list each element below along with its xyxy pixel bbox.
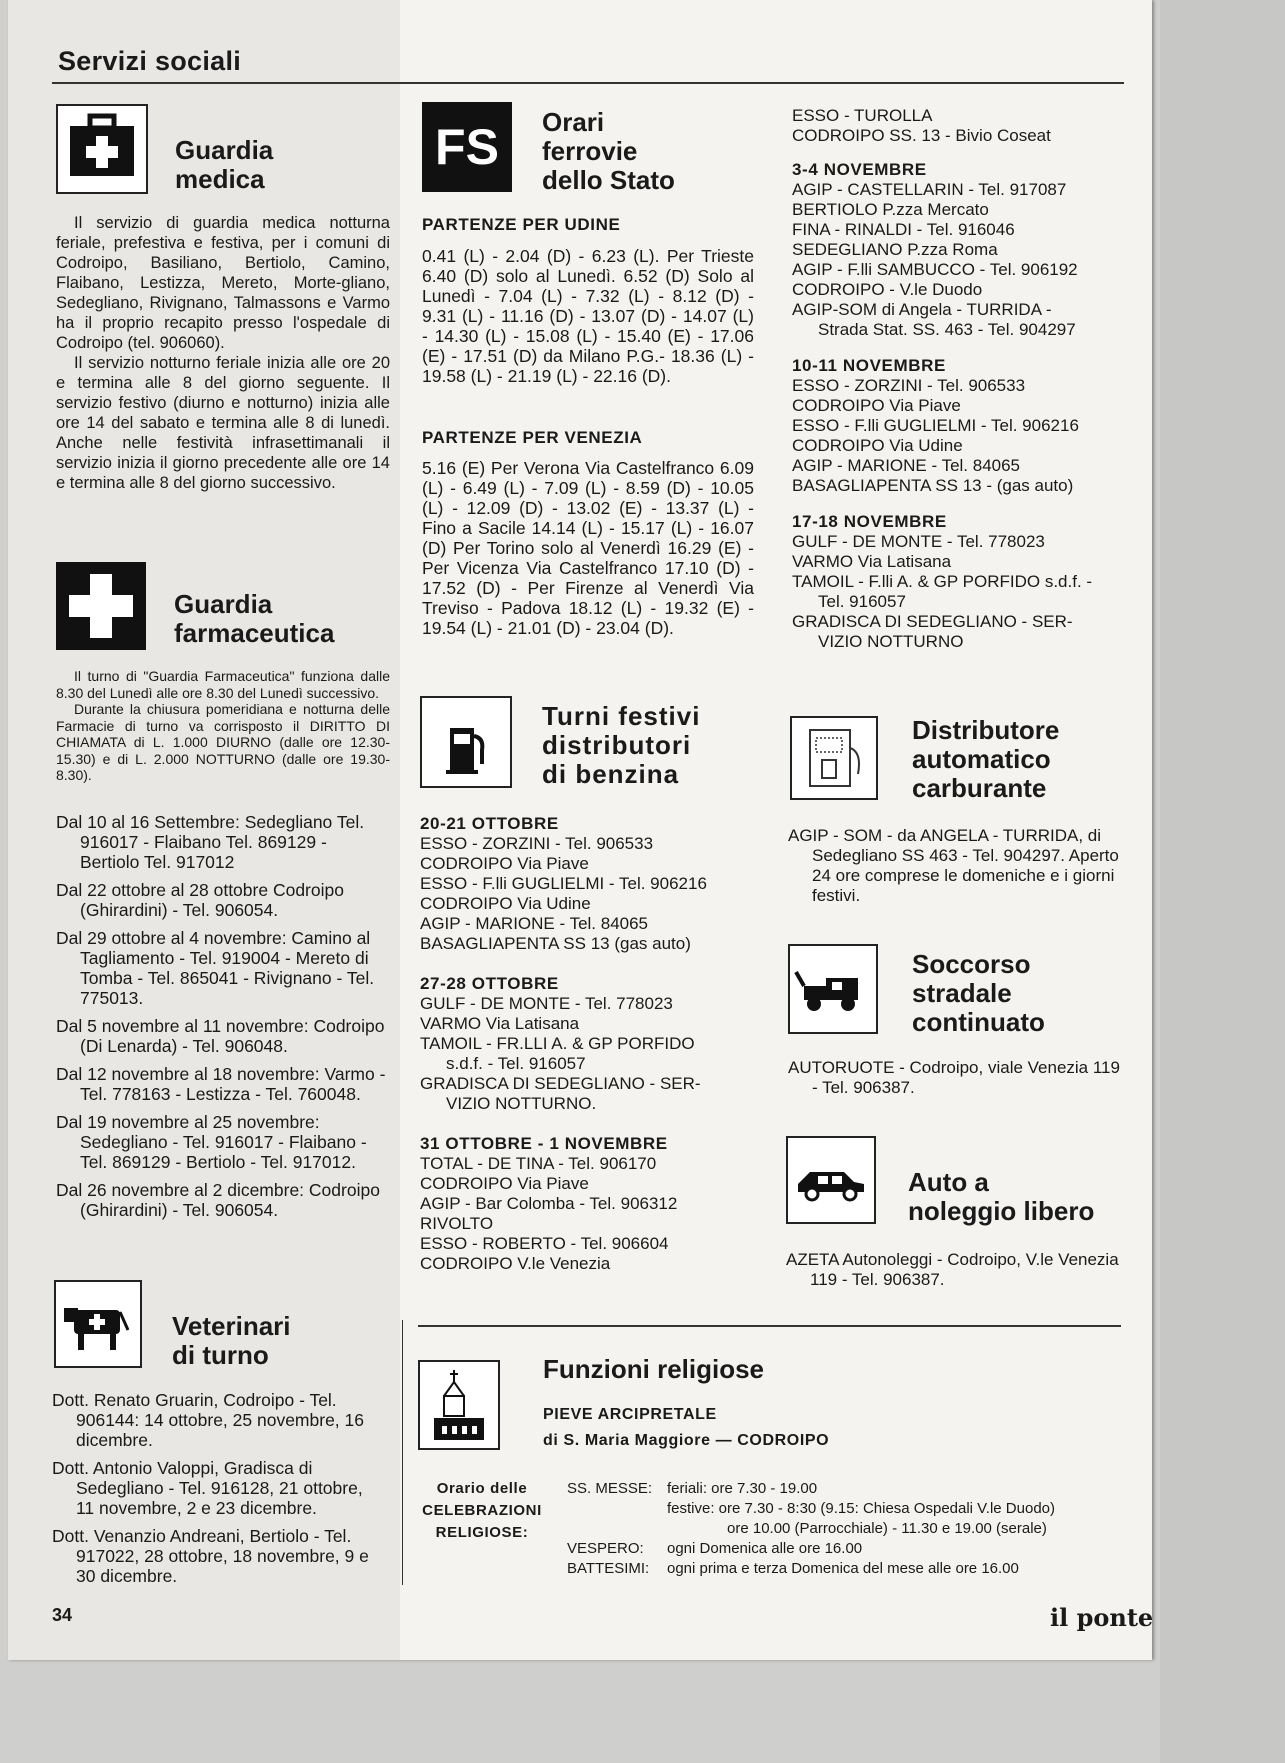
guardia-medica-title: Guardia medica <box>175 135 274 194</box>
group-17-18: 17-18 NOVEMBRE GULF - DE MONTE - Tel. 778023 VARMO Via Latisana TAMOIL - F.lli A. & GP PORFIDO s.d.f. - Tel. 916057 GRADISCA DI SEDEGLIANO - SER- VIZIO NOTTURNO <box>792 512 1093 651</box>
religiose-title: Funzioni religiose <box>543 1354 765 1384</box>
veterinari-title: Veterinari di turno <box>172 1311 291 1370</box>
orario-row: BATTESIMI: ogni prima e terza Domenica del mese alle ore 16.00 <box>567 1560 1019 1577</box>
turno-item: Dal 10 al 16 Settembre: Sedegliano Tel. 916017 - Flaibano Tel. 869129 - Bertiolo Tel. 917012 <box>56 812 365 872</box>
orario-label: Orario delle CELEBRAZIONI RELIGIOSE: <box>422 1480 542 1541</box>
udine-heading: PARTENZE PER UDINE <box>422 215 621 234</box>
distributori-title: Turni festivi distributori di benzina <box>542 701 701 789</box>
pharmacy-cross-icon <box>56 562 146 650</box>
veterinario-item: Dott. Venanzio Andreani, Bertiolo - Tel. 917022, 28 ottobre, 18 novembre, 9 e 30 dicembre. <box>52 1526 369 1586</box>
column-divider <box>402 1320 403 1585</box>
distributori-col2 <box>420 814 760 1274</box>
group-3-4: 3-4 NOVEMBRE AGIP - CASTELLARIN - Tel. 917087 BERTIOLO P.zza Mercato FINA - RINALDI - Tel. 916046 SEDEGLIANO P.zza Roma AGIP - F.lli SAMBUCCO - Tel. 906192 CODROIPO - V.le Duodo AGIP-SOM di Angela - TURRIDA - Strada Stat. SS. 463 - Tel. 904297 <box>792 160 1078 339</box>
turno-item: Dal 19 novembre al 25 novembre: Sedegliano - Tel. 916017 - Flaibano - Tel. 869129 - Bertiolo - Tel. 917012. <box>56 1112 367 1172</box>
distributore-automatico-title: Distributore automatico carburante <box>912 715 1060 803</box>
turno-item: Dal 22 ottobre al 28 ottobre Codroipo (Ghirardini) - Tel. 906054. <box>56 880 344 920</box>
orario-row: ore 10.00 (Parrocchiale) - 11.30 e 19.00 (serale) <box>727 1520 1047 1537</box>
turno-item: Dal 29 ottobre al 4 novembre: Camino al Tagliamento - Tel. 919004 - Mereto di Tomba - Tel. 865041 - Rivignano - Tel. 775013. <box>56 928 375 1008</box>
guardia-medica-text: Il servizio di guardia medica notturna feriale, prefestiva e festiva, per i comuni di Codroipo, Basiliano, Bertiolo, Camino, Flaibano, Lestizza, Mereto, Morte-gliano, Sedegliano, Rivignano, Talmassons e Varmo ha il proprio recapito presso l'ospedale di Codroipo (tel. 906060). Il servizio notturno feriale inizia alle ore 20 e termina alle 8 del giorno seguente. Il servizio festivo (diurno e notturno) inizia alle ore 14 del sabato e termina alle 8 di lunedì. Anche nelle festività infrasettimanali il servizio inizia il giorno precedente alle ore 14 e termina alle 8 del giorno successivo. <box>56 214 390 492</box>
religiose-sub2: di S. Maria Maggiore — CODROIPO <box>543 1432 830 1449</box>
farmaceutica-note: Il turno di "Guardia Farmaceutica" funziona dalle 8.30 del Lunedì alle ore 8.30 del Lunedì successivo. Durante la chiusura pomeridiana e notturna delle Farmacie di turno va corrisposto il DIRITTO DI CHIAMATA di L. 1.000 DIURNO (dalle ore 12.30-15.30) e di L. 2.000 NOTTURNO (dalle ore 19.30-8.30). <box>56 668 390 783</box>
venezia-text: 5.16 (E) Per Verona Via Castelfranco 6.09 (L) - 6.49 (L) - 7.09 (L) - 8.59 (D) - 10.05 (L) - 12.09 (D) - 13.02 (E) - 13.37 (L) - Fino a Sacile 14.14 (L) - 15.17 (L) - 16.07 (D) Per Torino solo al Venerdì 16.29 (E) - Per Vicenza Via Castelfranco 17.10 (D) - 17.52 (D) - Per Firenze al Venerdì Via Treviso - Padova 18.12 (L) - 19.32 (E) - 19.54 (L) - 21.01 (D) - 23.04 (D). <box>422 458 754 638</box>
religiose-sub1: PIEVE ARCIPRETALE <box>543 1406 717 1423</box>
orario-row: VESPERO: ogni Domenica alle ore 16.00 <box>567 1540 863 1557</box>
orario-row: SS. MESSE: feriali: ore 7.30 - 19.00 <box>567 1480 818 1497</box>
distributore-automatico-text: AGIP - SOM - da ANGELA - TURRIDA, di Sedegliano SS 463 - Tel. 904297. Aperto 24 ore comprese le domeniche e i giorni festivi. <box>788 826 1119 905</box>
group-31-1: 31 OTTOBRE - 1 NOVEMBRE TOTAL - DE TINA - Tel. 906170 CODROIPO Via Piave AGIP - Bar Colomba - Tel. 906312 RIVOLTO ESSO - ROBERTO - Tel. 906604 CODROIPO V.le Venezia <box>420 1134 678 1273</box>
noleggio-text: AZETA Autonoleggi - Codroipo, V.le Venezia 119 - Tel. 906387. <box>786 1250 1119 1289</box>
veterinario-item: Dott. Renato Gruarin, Codroipo - Tel. 906144: 14 ottobre, 25 novembre, 16 dicembre. <box>52 1390 364 1450</box>
distributori-col3 <box>792 106 1132 652</box>
farmacie-turni-list <box>56 812 390 1228</box>
group-27-28: 27-28 OTTOBRE GULF - DE MONTE - Tel. 778023 VARMO Via Latisana TAMOIL - FR.LLI A. & GP PORFIDO s.d.f. - Tel. 916057 GRADISCA DI SEDEGLIANO - SER- VIZIO NOTTURNO. <box>420 974 701 1113</box>
section-title: Servizi sociali <box>58 46 242 76</box>
car-icon <box>786 1136 876 1224</box>
noleggio-title: Auto a noleggio libero <box>908 1167 1095 1226</box>
soccorso-text: AUTORUOTE - Codroipo, viale Venezia 119 - Tel. 906387. <box>788 1058 1120 1097</box>
page-number: 34 <box>52 1605 73 1625</box>
turno-item: Dal 26 novembre al 2 dicembre: Codroipo (Ghirardini) - Tel. 906054. <box>56 1180 380 1220</box>
udine-text: 0.41 (L) - 2.04 (D) - 6.23 (L). Per Trieste 6.40 (D) solo al Lunedì. 6.52 (D) Solo al Lunedì - 7.04 (L) - 7.32 (L) - 8.12 (D) - 9.31 (L) - 11.16 (D) - 13.07 (D) - 14.07 (L) - 14.30 (L) - 15.08 (L) - 15.40 (E) - 17.06 (E) - 17.51 (D) da Milano P.G.- 18.36 (L) - 19.58 (L) - 21.19 (L) - 22.16 (D). <box>422 246 754 386</box>
group-20-21: 20-21 OTTOBRE ESSO - ZORZINI - Tel. 906533 CODROIPO Via Piave ESSO - F.lli GUGLIELMI - Tel. 906216 CODROIPO Via Udine AGIP - MARIONE - Tel. 84065 BASAGLIAPENTA SS 13 (gas auto) <box>420 814 707 953</box>
religiose-top-rule <box>418 1325 1121 1327</box>
turno-item: Dal 5 novembre al 11 novembre: Codroipo (Di Lenarda) - Tel. 906048. <box>56 1016 385 1056</box>
orario-table <box>567 1479 1127 1579</box>
fuel-pump-icon <box>420 696 512 788</box>
church-icon <box>418 1360 500 1450</box>
medical-cross-icon <box>56 104 148 194</box>
orario-row: festive: ore 7.30 - 8:30 (9.15: Chiesa Ospedali V.le Duodo) <box>667 1500 1056 1517</box>
veterinari-list <box>52 1390 384 1594</box>
tow-truck-icon <box>788 944 878 1034</box>
soccorso-title: Soccorso stradale continuato <box>912 949 1045 1037</box>
ferrovie-title: Orari ferrovie dello Stato <box>542 107 675 195</box>
header-rule <box>52 82 1124 84</box>
fs-logo-icon: FS <box>422 102 512 192</box>
cow-icon <box>54 1280 142 1368</box>
intro-group: ESSO - TUROLLA CODROIPO SS. 13 - Bivio Coseat <box>792 106 1051 145</box>
group-10-11: 10-11 NOVEMBRE ESSO - ZORZINI - Tel. 906533 CODROIPO Via Piave ESSO - F.lli GUGLIELMI - Tel. 906216 CODROIPO Via Udine AGIP - MARIONE - Tel. 84065 BASAGLIAPENTA SS 13 - (gas auto) <box>792 356 1079 495</box>
fuel-dispenser-icon <box>790 716 878 800</box>
turno-item: Dal 12 novembre al 18 novembre: Varmo - Tel. 778163 - Lestizza - Tel. 760048. <box>56 1064 386 1104</box>
magazine-logo: il ponte <box>1050 1603 1154 1632</box>
venezia-heading: PARTENZE PER VENEZIA <box>422 428 643 447</box>
veterinario-item: Dott. Antonio Valoppi, Gradisca di Sedegliano - Tel. 916128, 21 ottobre, 11 novembre, 2 e 23 dicembre. <box>52 1458 363 1518</box>
guardia-farmaceutica-title: Guardia farmaceutica <box>174 589 335 648</box>
scan-background <box>1160 0 1285 1763</box>
